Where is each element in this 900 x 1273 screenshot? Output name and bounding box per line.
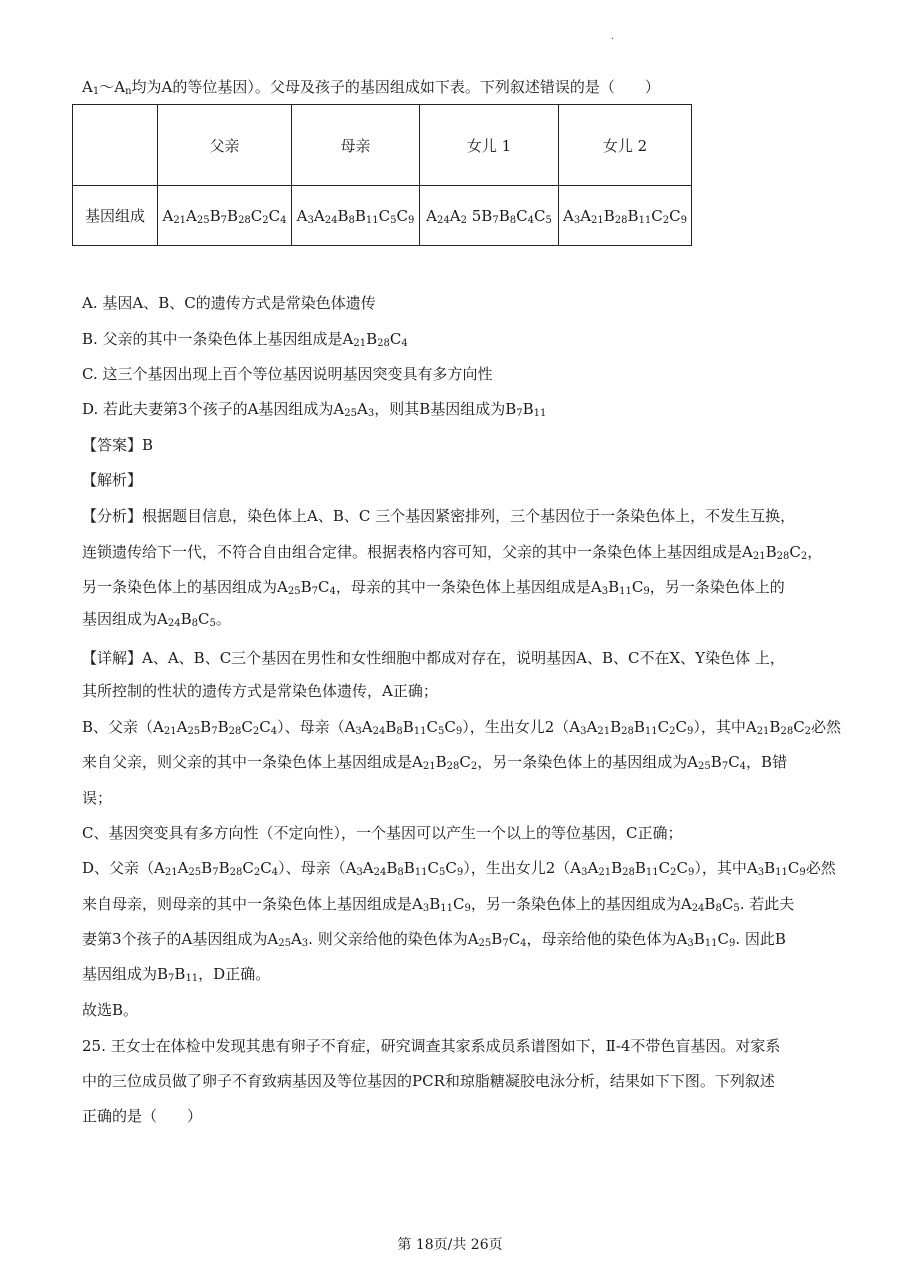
header-daughter-2: 女儿 2 bbox=[559, 105, 692, 186]
detail-line: 其所控制的性状的遗传方式是常染色体遗传，A正确； bbox=[82, 682, 438, 700]
question-25-line: 正确的是（ ） bbox=[82, 1107, 203, 1125]
analysis-line: 连锁遗传给下一代，不符合自由组合定律。根据表格内容可知，父亲的其中一条染色体上基因组成是$A_{21}B_{28}C_2$， bbox=[82, 543, 823, 562]
question-25-line: 中的三位成员做了卵子不育致病基因及等位基因的PCR和琼脂糖凝胶电泳分析，结果如下下图。下列叙述 bbox=[82, 1072, 775, 1090]
detail-line: C、基因突变具有多方向性（不定向性），一个基因可以产生一个以上的等位基因，C正确； bbox=[82, 824, 683, 842]
detail-line: 来自母亲，则母亲的其中一条染色体上基因组成是$A_3B_{11}C_9$，另一条染色体上的基因组成为$A_{24}B_8C_5$. 若此夫 bbox=[82, 895, 795, 914]
scan-dot: · bbox=[611, 34, 615, 45]
header-father: 父亲 bbox=[158, 105, 292, 186]
option-d: D. 若此夫妻第3个孩子的A基因组成为$A_{25}A_3$，则其B基因组成为$B_7B_{11}$ bbox=[82, 400, 547, 419]
detail-line: 妻第3个孩子的A基因组成为$A_{25}A_3$. 则父亲给他的染色体为$A_{25}B_7C_4$，母亲给他的染色体为$A_3B_{11}C_9$. 因此B bbox=[82, 930, 786, 949]
detail-line: 误； bbox=[82, 789, 113, 807]
header-daughter-1: 女儿 1 bbox=[420, 105, 559, 186]
row-label: 基因组成 bbox=[73, 186, 158, 246]
detail-line: B、父亲$(A_{21}A_{25}B_7B_{28}C_2C_4)$、母亲$(A_3A_{24}B_8B_{11}C_5C_9)$，生出女儿$2(A_3A_{21}B_{28}B_{11}C_2C_9)$，其中$A_{21}B_{28}C_2$必然 bbox=[82, 718, 842, 737]
detail-line: D、父亲$(A_{21}A_{25}B_7B_{28}C_2C_4)$、母亲$(A_3A_{24}B_8B_{11}C_5C_9)$，生出女儿$2(A_3A_{21}B_{28}B_{11}C_2C_9)$，其中$A_3B_{11}C_9$必然 bbox=[82, 859, 836, 878]
detail-line: 基因组成为$B_7B_{11}$，D正确。 bbox=[82, 965, 271, 984]
conclusion: 故选B。 bbox=[82, 1001, 139, 1019]
analysis-line: 另一条染色体上的基因组成为$A_{25}B_7C_4$，母亲的其中一条染色体上基因组成是$A_3B_{11}C_9$，另一条染色体上的 bbox=[82, 578, 785, 597]
answer: 【答案】B bbox=[82, 436, 154, 454]
detail-line: 来自父亲，则父亲的其中一条染色体上基因组成是$A_{21}B_{28}C_2$，另一条染色体上的基因组成为$A_{25}B_7C_4$，B错 bbox=[82, 753, 788, 772]
cell-daughter-1: $A_{24}A_2$ $5B_7B_8C_4C_5$ bbox=[420, 186, 559, 246]
analysis-title: 【解析】 bbox=[82, 471, 143, 489]
question-25-line: 25. 王女士在体检中发现其患有卵子不育症，研究调查其家系成员系谱图如下，Ⅱ-4不带色盲基因。对家系 bbox=[82, 1037, 781, 1055]
question-intro: $A_1\sim A_n$均为A的等位基因）。父母及孩子的基因组成如下表。下列叙述错误的是（ ） bbox=[82, 78, 660, 97]
option-b: B. 父亲的其中一条染色体上基因组成是$A_{21}B_{28}C_4$ bbox=[82, 330, 408, 349]
header-empty bbox=[73, 105, 158, 186]
cell-daughter-2: $A_3A_{21}B_{28}B_{11}C_2C_9$ bbox=[559, 186, 692, 246]
table-header-row bbox=[73, 105, 692, 186]
detail-line: 【详解】A、A、B、C三个基因在男性和女性细胞中都成对存在，说明基因A、B、C不在X、Y染色体 上， bbox=[82, 649, 785, 667]
option-a: A. 基因A、B、C的遗传方式是常染色体遗传 bbox=[82, 294, 376, 312]
page-footer: 第 18页/共 26页 bbox=[397, 1237, 503, 1253]
gene-table bbox=[72, 104, 692, 246]
header-mother: 母亲 bbox=[292, 105, 420, 186]
cell-mother: $A_3A_{24}B_8B_{11}C_5C_9$ bbox=[292, 186, 420, 246]
analysis-line: 基因组成为$A_{24}B_8C_5$。 bbox=[82, 610, 231, 629]
cell-father: $A_{21}A_{25}B_7B_{28}C_2C_4$ bbox=[158, 186, 292, 246]
option-c: C. 这三个基因出现上百个等位基因说明基因突变具有多方向性 bbox=[82, 365, 493, 383]
table-row bbox=[73, 186, 692, 246]
analysis-line: 【分析】根据题目信息，染色体上A、B、C 三个基因紧密排列，三个基因位于一条染色体上，不发生互换， bbox=[82, 507, 796, 525]
